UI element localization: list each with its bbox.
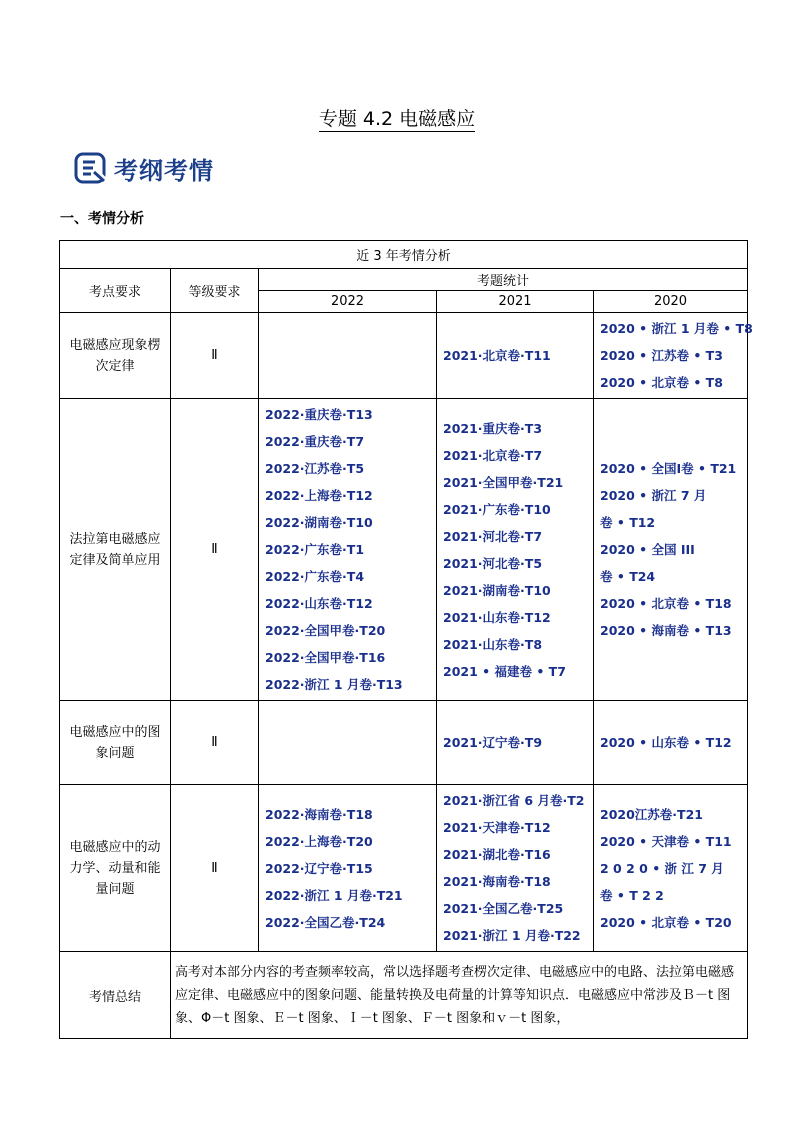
exam-entry: 2020 • 北京卷 • T8 xyxy=(600,375,723,390)
exam-entry: 2022·上海卷·T12 xyxy=(265,488,373,503)
exam-list-cell-y2021 xyxy=(437,313,594,399)
document-list-icon xyxy=(74,151,108,185)
year-header: 2021 xyxy=(437,291,594,313)
summary-label: 考情总结 xyxy=(60,952,171,1039)
exam-entry: 2022·上海卷·T20 xyxy=(265,833,373,849)
section-heading: 一、考情分析 xyxy=(60,211,144,227)
exam-entry: 2021·天津卷·T12 xyxy=(443,820,551,835)
exam-entry: 2022·重庆卷·T13 xyxy=(265,407,373,422)
exam-entry: 2022·重庆卷·T7 xyxy=(265,434,365,449)
exam-entry: 2021·湖南卷·T10 xyxy=(443,582,551,598)
level-cell: Ⅱ xyxy=(171,399,259,701)
exam-entry: 2021·广东卷·T10 xyxy=(443,501,551,517)
exam-entry: 2020 • 海南卷 • T13 xyxy=(600,623,732,638)
banner-label: 考纲考情 xyxy=(114,156,214,185)
exam-list-cell-y2020 xyxy=(594,399,748,701)
level-cell: Ⅱ xyxy=(171,313,259,399)
exam-list-cell-y2020 xyxy=(594,313,753,399)
exam-entry: 2021·河北卷·T7 xyxy=(443,528,543,544)
exam-entry: 2020 • 全国 III xyxy=(600,542,695,557)
level-cell: Ⅱ xyxy=(171,785,259,952)
exam-entry: 2021 • 福建卷 • T7 xyxy=(443,663,566,679)
table-row xyxy=(60,701,748,785)
exam-entry: 2 0 2 0 • 浙 江 7 月 xyxy=(600,860,724,876)
exam-entry: 2021·河北卷·T5 xyxy=(443,555,543,571)
exam-list-cell-y2021 xyxy=(437,785,594,952)
exam-entry: 2020 • 北京卷 • T18 xyxy=(600,596,732,611)
topic-cell: 电磁感应现象楞次定律 xyxy=(60,313,171,399)
exam-entry: 2020 • 山东卷 • T12 xyxy=(600,735,732,750)
exam-entry: 2022·全国甲卷·T16 xyxy=(265,650,386,665)
exam-entry: 2022·海南卷·T18 xyxy=(265,806,373,822)
table-row xyxy=(60,785,748,952)
exam-entry: 2021·浙江 1 月卷·T22 xyxy=(443,928,581,943)
exam-entry: 2022·浙江 1 月卷·T13 xyxy=(265,677,403,692)
level-cell: Ⅱ xyxy=(171,701,259,785)
exam-entry: 2021·浙江省 6 月卷·T2 xyxy=(443,793,585,808)
table-caption: 近 3 年考情分析 xyxy=(60,241,748,269)
header-row xyxy=(60,269,748,291)
exam-analysis-table xyxy=(59,240,753,1039)
caption-row xyxy=(60,241,748,269)
topic-cell: 电磁感应中的图象问题 xyxy=(60,701,171,785)
topic-cell: 电磁感应中的动力学、动量和能量问题 xyxy=(60,785,171,952)
exam-entry: 2022·湖南卷·T10 xyxy=(265,515,373,530)
exam-entry: 卷 • T 2 2 xyxy=(600,887,664,903)
exam-entry: 2020 • 北京卷 • T20 xyxy=(600,914,732,930)
exam-entry: 2020江苏卷·T21 xyxy=(600,806,703,822)
exam-entry: 2020 • 江苏卷 • T3 xyxy=(600,348,723,363)
page-title: 专题 4.2 电磁感应 xyxy=(318,108,476,130)
exam-entry: 2021·重庆卷·T3 xyxy=(443,420,543,436)
exam-entry: 2021·北京卷·T7 xyxy=(443,447,543,463)
table-row xyxy=(60,313,748,399)
table-row xyxy=(60,399,748,701)
exam-list-cell-y2020 xyxy=(594,785,748,952)
exam-entry: 2022·广东卷·T1 xyxy=(265,542,365,557)
exam-list-cell-y2021 xyxy=(437,399,594,701)
exam-list-cell-y2022 xyxy=(259,313,437,399)
exam-entry: 卷 • T12 xyxy=(600,515,656,530)
exam-entry: 2020 • 天津卷 • T11 xyxy=(600,833,732,849)
exam-entry: 2021·湖北卷·T16 xyxy=(443,847,551,862)
exam-list-cell-y2021 xyxy=(437,701,594,785)
header-level: 等级要求 xyxy=(171,269,259,313)
exam-entry: 2020 • 浙江 7 月 xyxy=(600,488,707,503)
summary-row xyxy=(60,952,748,1039)
exam-entry: 2021·全国乙卷·T25 xyxy=(443,901,564,916)
exam-list-cell-y2022 xyxy=(259,785,437,952)
exam-entry: 2021·辽宁卷·T9 xyxy=(443,735,543,750)
exam-entry: 2022·广东卷·T4 xyxy=(265,569,365,584)
exam-entry: 2021·山东卷·T12 xyxy=(443,609,551,625)
exam-entry: 2022·江苏卷·T5 xyxy=(265,461,365,476)
topic-cell: 法拉第电磁感应定律及简单应用 xyxy=(60,399,171,701)
exam-entry: 卷 • T24 xyxy=(600,569,656,584)
exam-entry: 2021·山东卷·T8 xyxy=(443,636,543,652)
exam-entry: 2021·全国甲卷·T21 xyxy=(443,474,564,490)
year-header: 2022 xyxy=(259,291,437,313)
exam-entry: 2022·辽宁卷·T15 xyxy=(265,860,373,876)
exam-entry: 2022·全国乙卷·T24 xyxy=(265,914,386,930)
exam-entry: 2022·全国甲卷·T20 xyxy=(265,623,386,638)
header-stats: 考题统计 xyxy=(259,269,748,291)
header-topic: 考点要求 xyxy=(60,269,171,313)
exam-entry: 2021·北京卷·T11 xyxy=(443,348,551,363)
exam-entry: 2021·海南卷·T18 xyxy=(443,874,551,889)
exam-entry: 2022·浙江 1 月卷·T21 xyxy=(265,887,403,903)
summary-text: 高考对本部分内容的考查频率较高，常以选择题考查楞次定律、电磁感应中的电路、法拉第电磁感应定律、电磁感应中的图象问题、能量转换及电荷量的计算等知识点．电磁感应中常涉及Ｂ－t 图象、Φ－t 图象、Ｅ－t 图象、Ｉ－t 图象、Ｆ－t 图象和ｖ－t 图象， xyxy=(171,952,748,1039)
exam-list-cell-y2020 xyxy=(594,701,748,785)
exam-entry: 2020 • 浙江 1 月卷 • T8 xyxy=(600,321,753,336)
banner xyxy=(74,148,214,188)
year-header: 2020 xyxy=(594,291,748,313)
exam-list-cell-y2022 xyxy=(259,701,437,785)
exam-list-cell-y2022 xyxy=(259,399,437,701)
exam-entry: 2020 • 全国Ⅰ卷 • T21 xyxy=(600,461,737,476)
exam-entry: 2022·山东卷·T12 xyxy=(265,596,373,611)
